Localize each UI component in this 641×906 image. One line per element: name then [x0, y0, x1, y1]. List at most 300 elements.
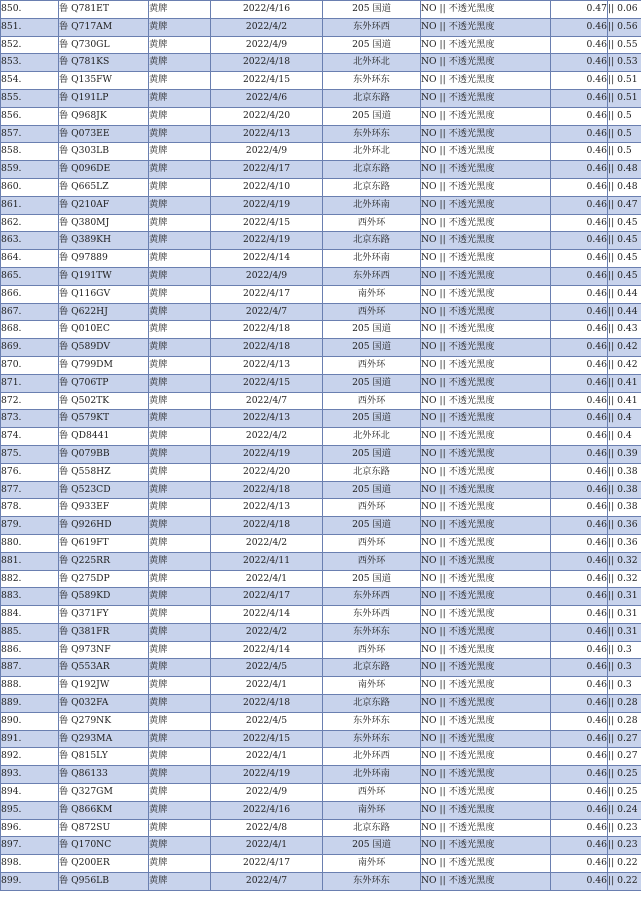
- row-number-cell: 853.: [1, 54, 59, 72]
- table-row: [1, 143, 641, 161]
- plate-color-cell: 黄牌: [149, 837, 211, 855]
- opacity-reading-cell: || 0.22: [608, 873, 641, 891]
- inspection-date-cell: 2022/4/17: [211, 588, 323, 606]
- inspection-date-cell: 2022/4/13: [211, 356, 323, 374]
- road-location-cell: 北京东路: [323, 232, 421, 250]
- plate-color-cell: 黄牌: [149, 232, 211, 250]
- test-result-cell: NO || 不透光黑度: [421, 517, 551, 535]
- road-location-cell: 205 国道: [323, 107, 421, 125]
- opacity-reading-cell: || 0.31: [608, 588, 641, 606]
- row-number-cell: 899.: [1, 873, 59, 891]
- test-result-cell: NO || 不透光黑度: [421, 303, 551, 321]
- plate-number-cell: 鲁 Q866KM: [59, 801, 149, 819]
- inspection-date-cell: 2022/4/18: [211, 481, 323, 499]
- inspection-date-cell: 2022/4/11: [211, 552, 323, 570]
- opacity-value-cell: 0.46: [551, 784, 608, 802]
- test-result-cell: NO || 不透光黑度: [421, 339, 551, 357]
- table-row: [1, 552, 641, 570]
- row-number-cell: 857.: [1, 125, 59, 143]
- opacity-reading-cell: || 0.4: [608, 410, 641, 428]
- opacity-value-cell: 0.46: [551, 89, 608, 107]
- table-row: [1, 445, 641, 463]
- plate-color-cell: 黄牌: [149, 410, 211, 428]
- table-row: [1, 232, 641, 250]
- opacity-reading-cell: || 0.42: [608, 339, 641, 357]
- plate-color-cell: 黄牌: [149, 766, 211, 784]
- table-row: [1, 463, 641, 481]
- road-location-cell: 东外环东: [323, 623, 421, 641]
- road-location-cell: 205 国道: [323, 517, 421, 535]
- table-row: [1, 623, 641, 641]
- opacity-reading-cell: || 0.41: [608, 374, 641, 392]
- plate-number-cell: 鲁 Q079BB: [59, 445, 149, 463]
- inspection-date-cell: 2022/4/8: [211, 819, 323, 837]
- plate-color-cell: 黄牌: [149, 517, 211, 535]
- test-result-cell: NO || 不透光黑度: [421, 552, 551, 570]
- row-number-cell: 886.: [1, 641, 59, 659]
- test-result-cell: NO || 不透光黑度: [421, 748, 551, 766]
- plate-number-cell: 鲁 Q589DV: [59, 339, 149, 357]
- test-result-cell: NO || 不透光黑度: [421, 659, 551, 677]
- opacity-value-cell: 0.46: [551, 143, 608, 161]
- opacity-value-cell: 0.46: [551, 748, 608, 766]
- opacity-value-cell: 0.46: [551, 178, 608, 196]
- road-location-cell: 北京东路: [323, 819, 421, 837]
- table-row: [1, 748, 641, 766]
- plate-color-cell: 黄牌: [149, 356, 211, 374]
- row-number-cell: 854.: [1, 72, 59, 90]
- opacity-reading-cell: || 0.42: [608, 356, 641, 374]
- table-row: [1, 766, 641, 784]
- opacity-value-cell: 0.46: [551, 374, 608, 392]
- row-number-cell: 884.: [1, 606, 59, 624]
- table-row: [1, 250, 641, 268]
- road-location-cell: 205 国道: [323, 321, 421, 339]
- table-row: [1, 267, 641, 285]
- opacity-reading-cell: || 0.43: [608, 321, 641, 339]
- road-location-cell: 205 国道: [323, 837, 421, 855]
- opacity-reading-cell: || 0.44: [608, 303, 641, 321]
- plate-color-cell: 黄牌: [149, 267, 211, 285]
- table-row: [1, 570, 641, 588]
- test-result-cell: NO || 不透光黑度: [421, 232, 551, 250]
- test-result-cell: NO || 不透光黑度: [421, 570, 551, 588]
- inspection-date-cell: 2022/4/17: [211, 285, 323, 303]
- table-row: [1, 730, 641, 748]
- opacity-value-cell: 0.46: [551, 214, 608, 232]
- opacity-value-cell: 0.46: [551, 321, 608, 339]
- plate-number-cell: 鲁 Q799DM: [59, 356, 149, 374]
- inspection-date-cell: 2022/4/16: [211, 1, 323, 19]
- road-location-cell: 西外环: [323, 641, 421, 659]
- opacity-value-cell: 0.46: [551, 873, 608, 891]
- table-body: [1, 1, 641, 891]
- opacity-reading-cell: || 0.45: [608, 267, 641, 285]
- inspection-date-cell: 2022/4/6: [211, 89, 323, 107]
- plate-number-cell: 鲁 Q589KD: [59, 588, 149, 606]
- opacity-reading-cell: || 0.55: [608, 36, 641, 54]
- opacity-value-cell: 0.46: [551, 356, 608, 374]
- test-result-cell: NO || 不透光黑度: [421, 855, 551, 873]
- table-row: [1, 659, 641, 677]
- test-result-cell: NO || 不透光黑度: [421, 534, 551, 552]
- opacity-value-cell: 0.46: [551, 285, 608, 303]
- plate-color-cell: 黄牌: [149, 677, 211, 695]
- plate-number-cell: 鲁 Q371FY: [59, 606, 149, 624]
- plate-number-cell: 鲁 Q815LY: [59, 748, 149, 766]
- plate-number-cell: 鲁 Q86133: [59, 766, 149, 784]
- plate-color-cell: 黄牌: [149, 819, 211, 837]
- row-number-cell: 858.: [1, 143, 59, 161]
- road-location-cell: 西外环: [323, 356, 421, 374]
- plate-number-cell: 鲁 Q279NK: [59, 712, 149, 730]
- table-row: [1, 125, 641, 143]
- opacity-reading-cell: || 0.4: [608, 428, 641, 446]
- opacity-reading-cell: || 0.36: [608, 517, 641, 535]
- plate-number-cell: 鲁 Q968JK: [59, 107, 149, 125]
- test-result-cell: NO || 不透光黑度: [421, 161, 551, 179]
- plate-number-cell: 鲁 Q303LB: [59, 143, 149, 161]
- plate-color-cell: 黄牌: [149, 428, 211, 446]
- table-row: [1, 18, 641, 36]
- opacity-reading-cell: || 0.31: [608, 606, 641, 624]
- plate-number-cell: 鲁 Q192JW: [59, 677, 149, 695]
- table-row: [1, 196, 641, 214]
- table-row: [1, 641, 641, 659]
- plate-number-cell: 鲁 Q200ER: [59, 855, 149, 873]
- row-number-cell: 898.: [1, 855, 59, 873]
- opacity-reading-cell: || 0.53: [608, 54, 641, 72]
- test-result-cell: NO || 不透光黑度: [421, 374, 551, 392]
- plate-color-cell: 黄牌: [149, 712, 211, 730]
- road-location-cell: 北京东路: [323, 161, 421, 179]
- plate-number-cell: 鲁 Q730GL: [59, 36, 149, 54]
- opacity-reading-cell: || 0.39: [608, 445, 641, 463]
- test-result-cell: NO || 不透光黑度: [421, 712, 551, 730]
- inspection-date-cell: 2022/4/1: [211, 570, 323, 588]
- plate-number-cell: 鲁 Q389KH: [59, 232, 149, 250]
- inspection-date-cell: 2022/4/2: [211, 623, 323, 641]
- road-location-cell: 西外环: [323, 784, 421, 802]
- opacity-reading-cell: || 0.25: [608, 784, 641, 802]
- inspection-date-cell: 2022/4/15: [211, 214, 323, 232]
- plate-number-cell: 鲁 Q665LZ: [59, 178, 149, 196]
- test-result-cell: NO || 不透光黑度: [421, 873, 551, 891]
- table-row: [1, 855, 641, 873]
- test-result-cell: NO || 不透光黑度: [421, 107, 551, 125]
- row-number-cell: 878.: [1, 499, 59, 517]
- opacity-reading-cell: || 0.28: [608, 695, 641, 713]
- plate-color-cell: 黄牌: [149, 321, 211, 339]
- plate-color-cell: 黄牌: [149, 730, 211, 748]
- table-row: [1, 534, 641, 552]
- opacity-reading-cell: || 0.56: [608, 18, 641, 36]
- opacity-reading-cell: || 0.24: [608, 801, 641, 819]
- opacity-value-cell: 0.46: [551, 267, 608, 285]
- plate-color-cell: 黄牌: [149, 36, 211, 54]
- opacity-value-cell: 0.46: [551, 659, 608, 677]
- row-number-cell: 864.: [1, 250, 59, 268]
- road-location-cell: 西外环: [323, 303, 421, 321]
- opacity-reading-cell: || 0.5: [608, 125, 641, 143]
- plate-number-cell: 鲁 Q191LP: [59, 89, 149, 107]
- plate-color-cell: 黄牌: [149, 623, 211, 641]
- plate-color-cell: 黄牌: [149, 873, 211, 891]
- inspection-date-cell: 2022/4/18: [211, 517, 323, 535]
- table-row: [1, 712, 641, 730]
- plate-number-cell: 鲁 Q032FA: [59, 695, 149, 713]
- plate-number-cell: 鲁 Q717AM: [59, 18, 149, 36]
- row-number-cell: 889.: [1, 695, 59, 713]
- test-result-cell: NO || 不透光黑度: [421, 499, 551, 517]
- road-location-cell: 205 国道: [323, 1, 421, 19]
- plate-color-cell: 黄牌: [149, 463, 211, 481]
- row-number-cell: 856.: [1, 107, 59, 125]
- plate-number-cell: 鲁 Q010EC: [59, 321, 149, 339]
- row-number-cell: 860.: [1, 178, 59, 196]
- opacity-value-cell: 0.46: [551, 552, 608, 570]
- plate-color-cell: 黄牌: [149, 445, 211, 463]
- test-result-cell: NO || 不透光黑度: [421, 392, 551, 410]
- road-location-cell: 东外环东: [323, 72, 421, 90]
- plate-color-cell: 黄牌: [149, 801, 211, 819]
- table-row: [1, 339, 641, 357]
- test-result-cell: NO || 不透光黑度: [421, 606, 551, 624]
- table-row: [1, 161, 641, 179]
- plate-color-cell: 黄牌: [149, 18, 211, 36]
- row-number-cell: 861.: [1, 196, 59, 214]
- row-number-cell: 890.: [1, 712, 59, 730]
- table-row: [1, 517, 641, 535]
- inspection-date-cell: 2022/4/1: [211, 748, 323, 766]
- table-row: [1, 695, 641, 713]
- road-location-cell: 北外环北: [323, 54, 421, 72]
- table-row: [1, 837, 641, 855]
- plate-color-cell: 黄牌: [149, 72, 211, 90]
- road-location-cell: 北京东路: [323, 89, 421, 107]
- inspection-date-cell: 2022/4/1: [211, 837, 323, 855]
- inspection-date-cell: 2022/4/2: [211, 18, 323, 36]
- inspection-date-cell: 2022/4/13: [211, 499, 323, 517]
- plate-color-cell: 黄牌: [149, 499, 211, 517]
- plate-color-cell: 黄牌: [149, 588, 211, 606]
- plate-number-cell: 鲁 Q933EF: [59, 499, 149, 517]
- inspection-date-cell: 2022/4/7: [211, 873, 323, 891]
- plate-number-cell: 鲁 Q553AR: [59, 659, 149, 677]
- test-result-cell: NO || 不透光黑度: [421, 214, 551, 232]
- row-number-cell: 869.: [1, 339, 59, 357]
- inspection-date-cell: 2022/4/19: [211, 445, 323, 463]
- opacity-reading-cell: || 0.45: [608, 232, 641, 250]
- row-number-cell: 862.: [1, 214, 59, 232]
- opacity-reading-cell: || 0.06: [608, 1, 641, 19]
- row-number-cell: 882.: [1, 570, 59, 588]
- inspection-date-cell: 2022/4/14: [211, 250, 323, 268]
- row-number-cell: 874.: [1, 428, 59, 446]
- plate-color-cell: 黄牌: [149, 89, 211, 107]
- plate-number-cell: 鲁 Q579KT: [59, 410, 149, 428]
- plate-number-cell: 鲁 Q523CD: [59, 481, 149, 499]
- opacity-value-cell: 0.46: [551, 303, 608, 321]
- plate-number-cell: 鲁 Q706TP: [59, 374, 149, 392]
- plate-number-cell: 鲁 Q293MA: [59, 730, 149, 748]
- opacity-value-cell: 0.46: [551, 588, 608, 606]
- row-number-cell: 871.: [1, 374, 59, 392]
- road-location-cell: 西外环: [323, 552, 421, 570]
- inspection-date-cell: 2022/4/18: [211, 321, 323, 339]
- road-location-cell: 东外环东: [323, 712, 421, 730]
- row-number-cell: 895.: [1, 801, 59, 819]
- test-result-cell: NO || 不透光黑度: [421, 1, 551, 19]
- road-location-cell: 西外环: [323, 534, 421, 552]
- plate-color-cell: 黄牌: [149, 196, 211, 214]
- plate-number-cell: 鲁 Q622HJ: [59, 303, 149, 321]
- test-result-cell: NO || 不透光黑度: [421, 445, 551, 463]
- inspection-date-cell: 2022/4/10: [211, 178, 323, 196]
- plate-number-cell: 鲁 Q327GM: [59, 784, 149, 802]
- inspection-date-cell: 2022/4/20: [211, 463, 323, 481]
- road-location-cell: 南外环: [323, 801, 421, 819]
- plate-color-cell: 黄牌: [149, 250, 211, 268]
- road-location-cell: 东外环西: [323, 267, 421, 285]
- inspection-date-cell: 2022/4/9: [211, 143, 323, 161]
- opacity-value-cell: 0.46: [551, 695, 608, 713]
- test-result-cell: NO || 不透光黑度: [421, 588, 551, 606]
- table-row: [1, 428, 641, 446]
- road-location-cell: 西外环: [323, 499, 421, 517]
- opacity-value-cell: 0.46: [551, 107, 608, 125]
- row-number-cell: 877.: [1, 481, 59, 499]
- inspection-date-cell: 2022/4/16: [211, 801, 323, 819]
- table-row: [1, 356, 641, 374]
- test-result-cell: NO || 不透光黑度: [421, 428, 551, 446]
- plate-number-cell: 鲁 Q781KS: [59, 54, 149, 72]
- opacity-value-cell: 0.46: [551, 623, 608, 641]
- inspection-date-cell: 2022/4/7: [211, 303, 323, 321]
- plate-number-cell: 鲁 Q872SU: [59, 819, 149, 837]
- row-number-cell: 850.: [1, 1, 59, 19]
- test-result-cell: NO || 不透光黑度: [421, 784, 551, 802]
- opacity-value-cell: 0.46: [551, 606, 608, 624]
- road-location-cell: 南外环: [323, 677, 421, 695]
- inspection-date-cell: 2022/4/9: [211, 36, 323, 54]
- inspection-date-cell: 2022/4/5: [211, 712, 323, 730]
- opacity-value-cell: 0.46: [551, 534, 608, 552]
- road-location-cell: 东外环西: [323, 606, 421, 624]
- plate-number-cell: 鲁 Q619FT: [59, 534, 149, 552]
- opacity-reading-cell: || 0.28: [608, 712, 641, 730]
- road-location-cell: 南外环: [323, 285, 421, 303]
- row-number-cell: 891.: [1, 730, 59, 748]
- table-row: [1, 588, 641, 606]
- road-location-cell: 北京东路: [323, 463, 421, 481]
- opacity-value-cell: 0.46: [551, 445, 608, 463]
- plate-number-cell: 鲁 Q225RR: [59, 552, 149, 570]
- row-number-cell: 893.: [1, 766, 59, 784]
- inspection-date-cell: 2022/4/9: [211, 267, 323, 285]
- opacity-reading-cell: || 0.48: [608, 178, 641, 196]
- opacity-reading-cell: || 0.5: [608, 107, 641, 125]
- row-number-cell: 870.: [1, 356, 59, 374]
- inspection-date-cell: 2022/4/14: [211, 606, 323, 624]
- road-location-cell: 西外环: [323, 214, 421, 232]
- plate-number-cell: 鲁 Q558HZ: [59, 463, 149, 481]
- road-location-cell: 北外环南: [323, 250, 421, 268]
- row-number-cell: 897.: [1, 837, 59, 855]
- table-row: [1, 54, 641, 72]
- opacity-value-cell: 0.46: [551, 428, 608, 446]
- opacity-reading-cell: || 0.41: [608, 392, 641, 410]
- plate-color-cell: 黄牌: [149, 659, 211, 677]
- opacity-reading-cell: || 0.25: [608, 766, 641, 784]
- table-row: [1, 784, 641, 802]
- test-result-cell: NO || 不透光黑度: [421, 356, 551, 374]
- road-location-cell: 205 国道: [323, 481, 421, 499]
- inspection-date-cell: 2022/4/15: [211, 72, 323, 90]
- opacity-value-cell: 0.46: [551, 18, 608, 36]
- plate-color-cell: 黄牌: [149, 855, 211, 873]
- plate-color-cell: 黄牌: [149, 161, 211, 179]
- road-location-cell: 北京东路: [323, 178, 421, 196]
- test-result-cell: NO || 不透光黑度: [421, 72, 551, 90]
- inspection-date-cell: 2022/4/2: [211, 428, 323, 446]
- row-number-cell: 888.: [1, 677, 59, 695]
- opacity-reading-cell: || 0.45: [608, 250, 641, 268]
- row-number-cell: 859.: [1, 161, 59, 179]
- inspection-date-cell: 2022/4/18: [211, 339, 323, 357]
- plate-color-cell: 黄牌: [149, 143, 211, 161]
- test-result-cell: NO || 不透光黑度: [421, 481, 551, 499]
- inspection-date-cell: 2022/4/13: [211, 410, 323, 428]
- plate-number-cell: 鲁 Q97889: [59, 250, 149, 268]
- table-row: [1, 873, 641, 891]
- inspection-date-cell: 2022/4/17: [211, 855, 323, 873]
- opacity-reading-cell: || 0.38: [608, 499, 641, 517]
- opacity-reading-cell: || 0.51: [608, 89, 641, 107]
- test-result-cell: NO || 不透光黑度: [421, 178, 551, 196]
- opacity-reading-cell: || 0.22: [608, 855, 641, 873]
- test-result-cell: NO || 不透光黑度: [421, 801, 551, 819]
- opacity-value-cell: 0.46: [551, 819, 608, 837]
- road-location-cell: 北京东路: [323, 659, 421, 677]
- row-number-cell: 873.: [1, 410, 59, 428]
- opacity-value-cell: 0.46: [551, 339, 608, 357]
- plate-color-cell: 黄牌: [149, 552, 211, 570]
- opacity-value-cell: 0.46: [551, 196, 608, 214]
- inspection-date-cell: 2022/4/18: [211, 695, 323, 713]
- plate-color-cell: 黄牌: [149, 214, 211, 232]
- test-result-cell: NO || 不透光黑度: [421, 837, 551, 855]
- row-number-cell: 875.: [1, 445, 59, 463]
- plate-color-cell: 黄牌: [149, 606, 211, 624]
- opacity-value-cell: 0.46: [551, 766, 608, 784]
- plate-color-cell: 黄牌: [149, 784, 211, 802]
- row-number-cell: 872.: [1, 392, 59, 410]
- road-location-cell: 北外环西: [323, 748, 421, 766]
- row-number-cell: 855.: [1, 89, 59, 107]
- plate-color-cell: 黄牌: [149, 695, 211, 713]
- test-result-cell: NO || 不透光黑度: [421, 623, 551, 641]
- row-number-cell: 881.: [1, 552, 59, 570]
- road-location-cell: 北外环北: [323, 143, 421, 161]
- row-number-cell: 876.: [1, 463, 59, 481]
- opacity-reading-cell: || 0.23: [608, 837, 641, 855]
- plate-number-cell: 鲁 Q502TK: [59, 392, 149, 410]
- opacity-reading-cell: || 0.36: [608, 534, 641, 552]
- table-row: [1, 677, 641, 695]
- plate-color-cell: 黄牌: [149, 107, 211, 125]
- road-location-cell: 205 国道: [323, 410, 421, 428]
